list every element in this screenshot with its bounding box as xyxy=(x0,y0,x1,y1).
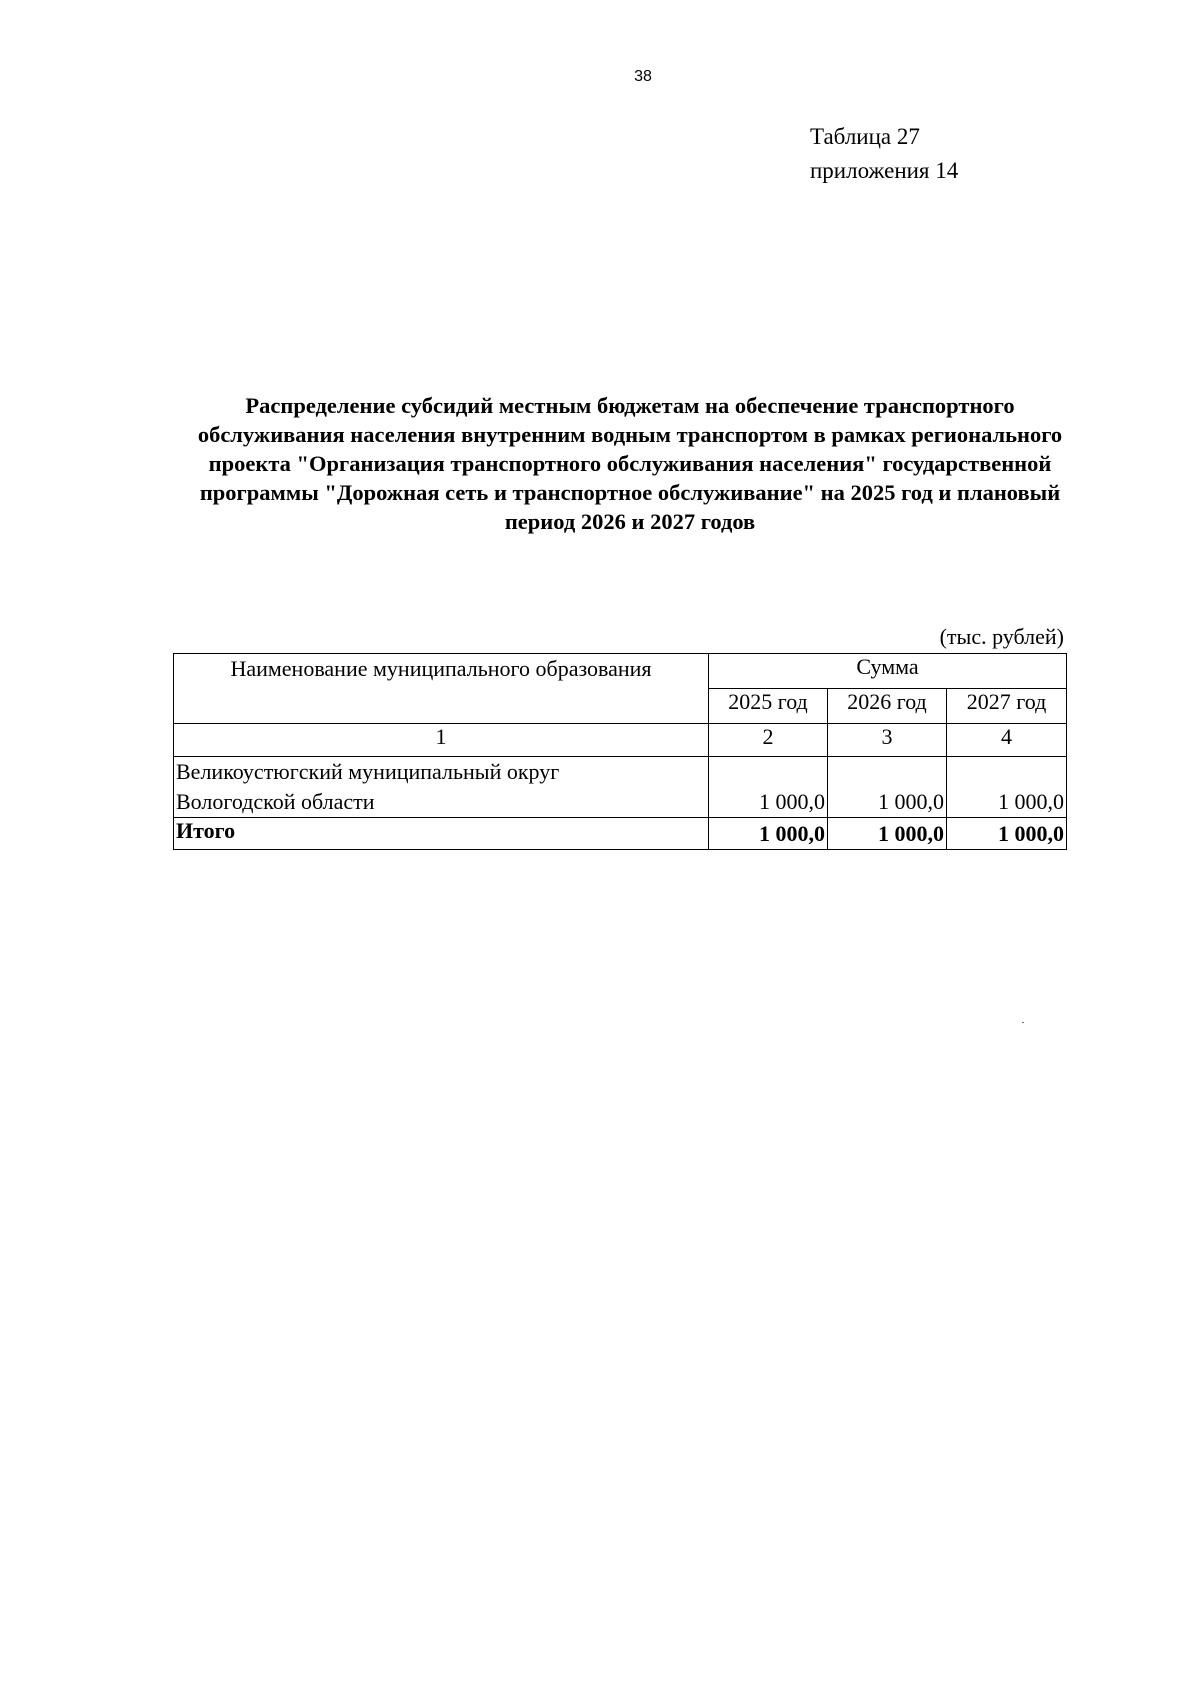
header-year-2026: 2026 год xyxy=(828,689,947,724)
column-number: 2 xyxy=(709,724,828,757)
total-label: Итого xyxy=(174,818,709,850)
municipality-name xyxy=(174,757,709,818)
municipality-name-line: Великоустюгский муниципальный округ xyxy=(176,759,560,784)
column-numbers-row xyxy=(174,724,1067,757)
municipality-name-line: Вологодской области xyxy=(176,789,375,814)
appendix-table-number: Таблица 27 xyxy=(810,124,920,149)
amount-2026: 1 000,0 xyxy=(828,757,947,818)
document-title: Распределение субсидий местным бюджетам на обеспечение транспортного обслуживания населения внутренним водным транспортом в рамках регионального проекта "Организация транспортного обслуживания населения" государственной программы "Дорожная сеть и транспортное обслуживание" на 2025 год и плановый период 2026 и 2027 годов xyxy=(197,393,1063,534)
appendix-reference xyxy=(810,120,958,188)
column-number: 4 xyxy=(947,724,1067,757)
column-number: 3 xyxy=(828,724,947,757)
header-year-2027: 2027 год xyxy=(947,689,1067,724)
header-municipality: Наименование муниципального образования xyxy=(174,654,709,724)
header-sum: Сумма xyxy=(709,654,1067,689)
subsidy-table xyxy=(173,653,1067,850)
appendix-number: приложения 14 xyxy=(810,158,959,183)
column-number: 1 xyxy=(174,724,709,757)
total-2025: 1 000,0 xyxy=(709,818,828,850)
total-2026: 1 000,0 xyxy=(828,818,947,850)
total-2027: 1 000,0 xyxy=(947,818,1067,850)
amount-2027: 1 000,0 xyxy=(947,757,1067,818)
total-row xyxy=(174,818,1067,850)
units-label: (тыс. рублей) xyxy=(939,624,1064,649)
page-number: 38 xyxy=(634,68,652,85)
table-row xyxy=(174,757,1067,818)
table-header-row xyxy=(174,654,1067,689)
amount-2025: 1 000,0 xyxy=(709,757,828,818)
scan-speck xyxy=(1022,1022,1024,1023)
header-year-2025: 2025 год xyxy=(709,689,828,724)
